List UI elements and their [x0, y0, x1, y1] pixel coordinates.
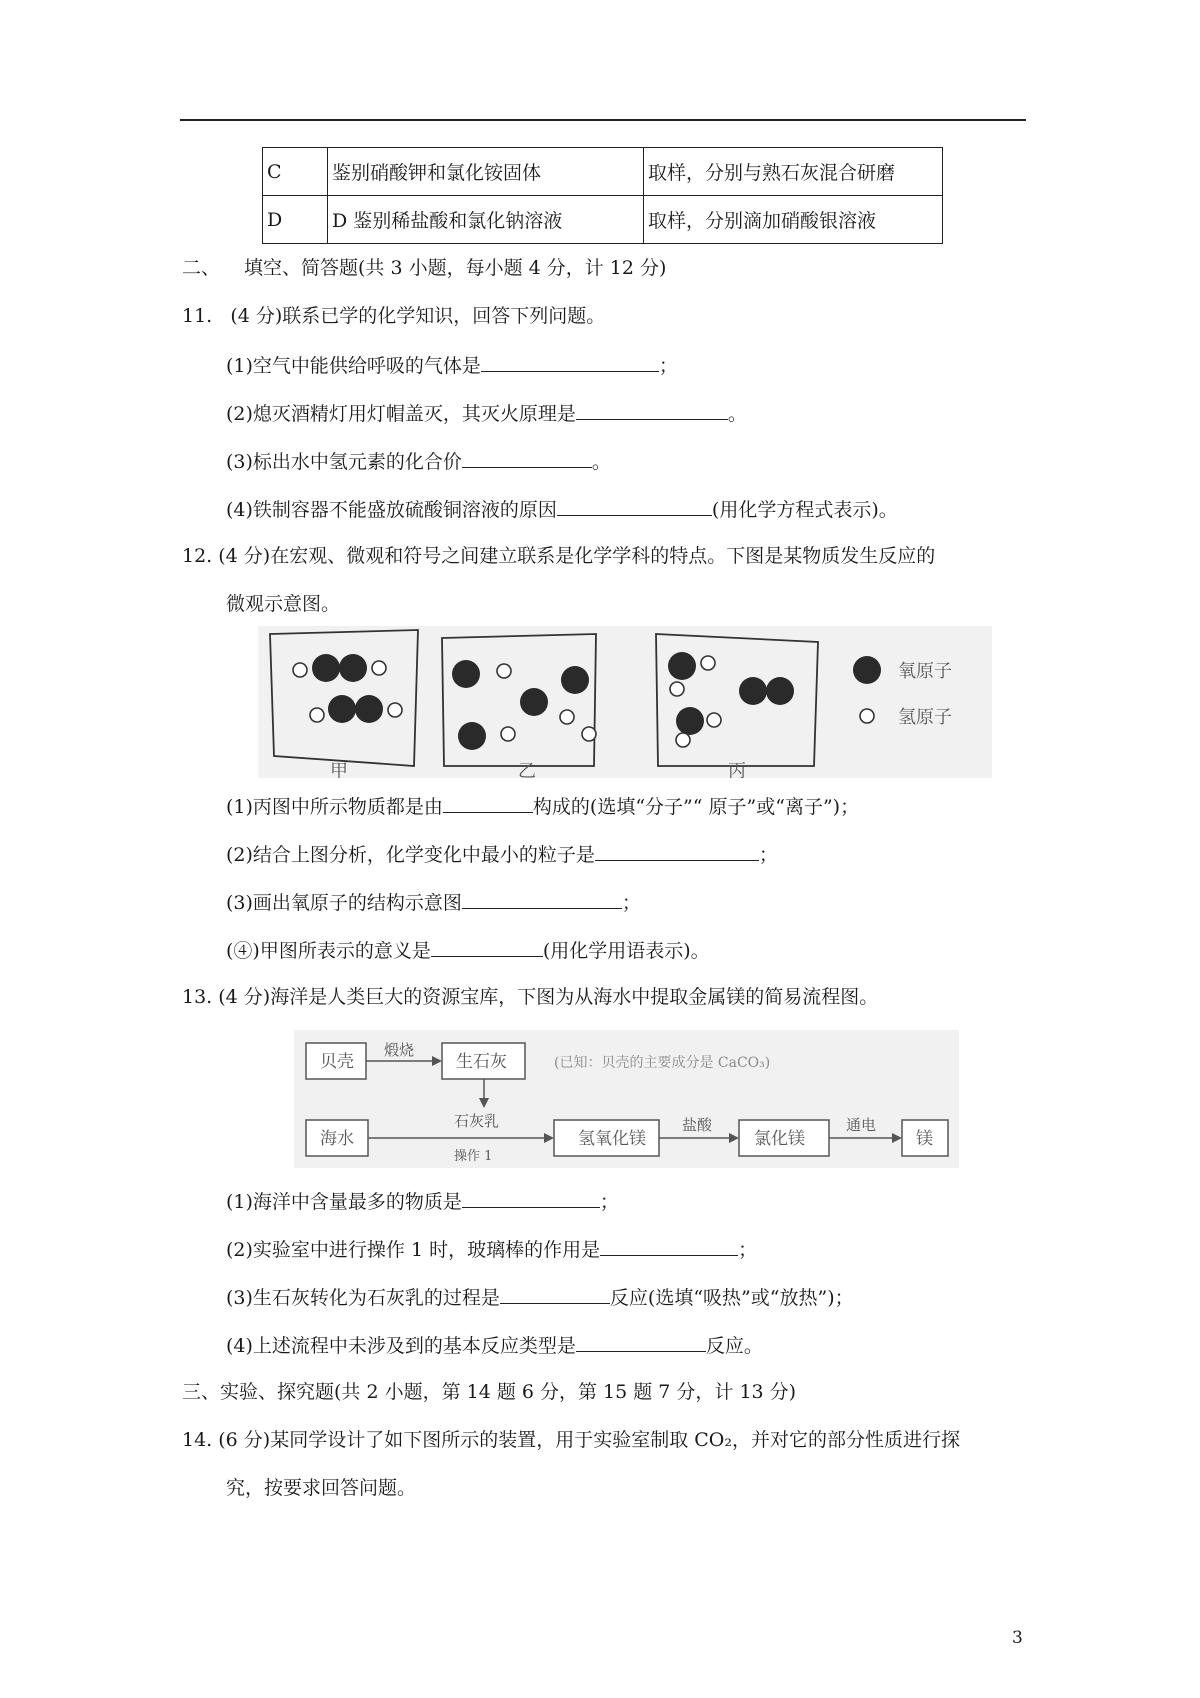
legend-oxygen-icon	[853, 656, 881, 684]
q13-sub3: (3)生石灰转化为石灰乳的过程是 反应(选填“吸热”或“放热”)；	[226, 1284, 854, 1310]
option-letter: D	[263, 196, 328, 244]
q12-sub3: (3)画出氧原子的结构示意图 ；	[226, 889, 641, 915]
label-elec: 通电	[846, 1116, 877, 1134]
oxygen-atom	[328, 695, 356, 723]
label-op1: 操作 1	[454, 1149, 493, 1164]
micro-diagram	[258, 626, 992, 778]
section-2-title: 填空、简答题(共 3 小题，每小题 4 分，计 12 分)	[244, 257, 667, 279]
q13-sub4: (4)上述流程中未涉及到的基本反应类型是 反应。	[226, 1332, 763, 1358]
q14-stem-line2: 究，按要求回答问题。	[226, 1477, 417, 1499]
option-method: 取样，分别与熟石灰混合研磨	[644, 148, 943, 196]
legend-hydrogen-label: 氢原子	[898, 707, 952, 728]
section-3-heading: 三、实验、探究题(共 2 小题，第 14 题 6 分，第 15 题 7 分，计 13 分)	[182, 1381, 797, 1403]
legend-oxygen-label: 氧原子	[898, 661, 952, 682]
answer-blank[interactable]	[600, 1236, 738, 1256]
answer-blank[interactable]	[462, 889, 622, 909]
q11-sub4: (4)铁制容器不能盛放硫酸铜溶液的原因 (用化学方程式表示)。	[226, 496, 898, 522]
q13-sub2: (2)实验室中进行操作 1 时，玻璃棒的作用是 ；	[226, 1236, 757, 1262]
hydrogen-atom	[701, 656, 715, 670]
label-limemilk: 石灰乳	[454, 1112, 500, 1130]
options-table	[262, 147, 943, 244]
hydrogen-atom	[388, 703, 402, 717]
answer-blank[interactable]	[557, 496, 712, 516]
answer-blank[interactable]	[595, 841, 759, 861]
arrow-head	[432, 1056, 442, 1066]
section-2-heading	[182, 256, 666, 280]
hydrogen-atom	[560, 710, 574, 724]
header-rule	[180, 119, 1026, 121]
oxygen-atom	[520, 688, 548, 716]
answer-blank[interactable]	[576, 1332, 706, 1352]
option-letter: C	[263, 148, 328, 196]
option-item: 鉴别硝酸钾和氯化铵固体	[328, 148, 644, 196]
answer-blank[interactable]	[576, 400, 728, 420]
legend-hydrogen-icon	[860, 709, 874, 723]
oxygen-atom	[452, 660, 480, 688]
q12-sub2: (2)结合上图分析，化学变化中最小的粒子是 ；	[226, 841, 778, 867]
arrow-head	[479, 1098, 489, 1108]
label-quicklime: 生石灰	[456, 1052, 507, 1072]
oxygen-atom	[458, 722, 486, 750]
hydrogen-atom	[501, 727, 515, 741]
q12-sub1: (1)丙图中所示物质都是由 构成的(选填“分子”“ 原子”或“离子”)；	[226, 793, 859, 819]
hydrogen-atom	[497, 664, 511, 678]
section-2-number: 二、	[182, 257, 221, 279]
hydrogen-atom	[707, 713, 721, 727]
table-row	[263, 148, 943, 196]
box-yi-label: 乙	[518, 761, 536, 778]
hydrogen-atom	[310, 708, 324, 722]
label-shell: 贝壳	[320, 1052, 354, 1072]
q11-sub3: (3)标出水中氢元素的化合价 。	[226, 448, 611, 474]
answer-blank[interactable]	[462, 448, 592, 468]
hydrogen-atom	[670, 682, 684, 696]
q13-stem: 13. (4 分)海洋是人类巨大的资源宝库，下图为从海水中提取金属镁的简易流程图。	[182, 986, 879, 1008]
label-hcl: 盐酸	[682, 1116, 713, 1134]
oxygen-atom	[312, 654, 340, 682]
oxygen-atom	[766, 677, 794, 705]
hydrogen-atom	[582, 727, 596, 741]
arrow-head	[729, 1133, 739, 1143]
hydrogen-atom	[372, 661, 386, 675]
oxygen-atom	[668, 652, 696, 680]
label-seawater: 海水	[320, 1129, 354, 1149]
oxygen-atom	[739, 677, 767, 705]
micro-diagram-svg	[258, 626, 992, 778]
label-calcine: 煅烧	[384, 1041, 415, 1059]
label-mgcl: 氯化镁	[754, 1129, 805, 1149]
page-number: 3	[1012, 1628, 1023, 1648]
q14-stem-line1: 14. (6 分)某同学设计了如下图所示的装置，用于实验室制取 CO₂，并对它的部分性质进行探	[182, 1429, 960, 1451]
oxygen-atom	[676, 707, 704, 735]
arrow-head	[544, 1133, 554, 1143]
hydrogen-atom	[293, 663, 307, 677]
label-mgoh: 氢氧化镁	[578, 1129, 646, 1149]
answer-blank[interactable]	[431, 937, 543, 957]
label-mg: 镁	[916, 1129, 933, 1149]
option-method: 取样，分别滴加硝酸银溶液	[644, 196, 943, 244]
oxygen-atom	[561, 666, 589, 694]
oxygen-atom	[355, 695, 383, 723]
flow-diagram	[294, 1030, 959, 1168]
q12-stem-line2: 微观示意图。	[226, 593, 341, 615]
oxygen-atom	[339, 654, 367, 682]
answer-blank[interactable]	[500, 1284, 610, 1304]
q12-stem-line1: 12. (4 分)在宏观、微观和符号之间建立联系是化学学科的特点。下图是某物质发生反应的	[182, 545, 936, 567]
q13-sub1: (1)海洋中含量最多的物质是 ；	[226, 1188, 619, 1214]
answer-blank[interactable]	[443, 793, 533, 813]
label-note: (已知：贝壳的主要成分是 CaCO₃)	[554, 1055, 771, 1071]
arrow-head	[892, 1133, 902, 1143]
q12-sub4: (④)甲图所表示的意义是 (用化学用语表示)。	[226, 937, 710, 963]
answer-blank[interactable]	[462, 1188, 600, 1208]
q11-stem: 11. (4 分)联系已学的化学知识，回答下列问题。	[182, 305, 606, 327]
table-row	[263, 196, 943, 244]
answer-blank[interactable]	[481, 352, 659, 372]
q11-sub1: (1)空气中能供给呼吸的气体是 ；	[226, 352, 678, 378]
option-item: D 鉴别稀盐酸和氯化钠溶液	[328, 196, 644, 244]
hydrogen-atom	[676, 733, 690, 747]
box-jia-label: 甲	[330, 761, 348, 778]
box-bing-label: 丙	[728, 761, 746, 778]
q11-sub2: (2)熄灭酒精灯用灯帽盖灭，其灭火原理是 。	[226, 400, 747, 426]
flow-diagram-svg	[294, 1030, 959, 1168]
